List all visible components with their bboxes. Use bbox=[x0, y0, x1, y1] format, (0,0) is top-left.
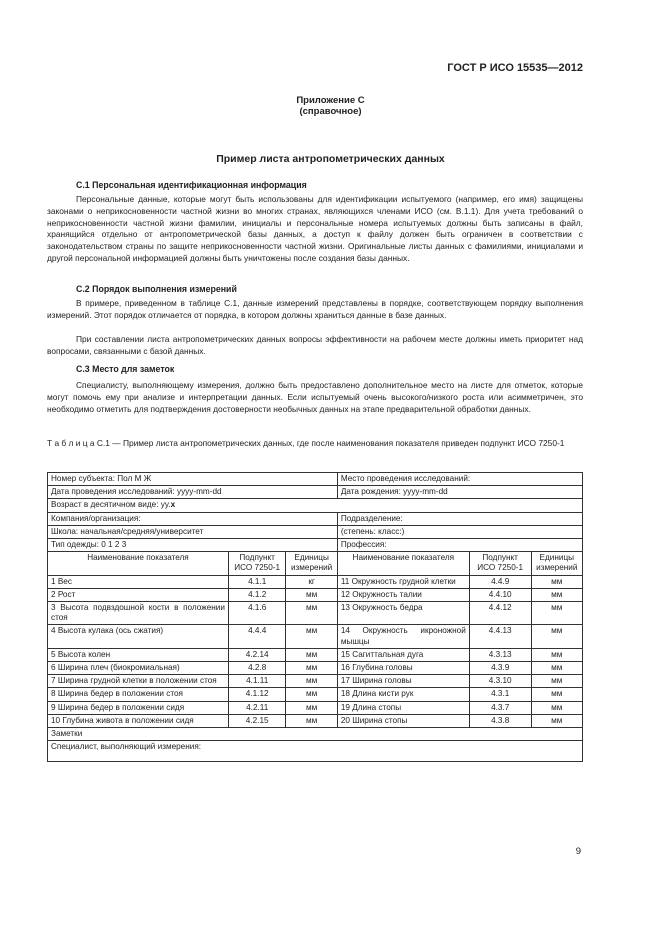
info-cell: Тип одежды: 0 1 2 3 bbox=[48, 539, 338, 552]
document-header: ГОСТ Р ИСО 15535—2012 bbox=[447, 62, 583, 74]
info-cell: Дата проведения исследований: yyyy-mm-dd bbox=[48, 486, 338, 499]
measure-unit: мм bbox=[286, 648, 337, 661]
measure-clause: 4.2.14 bbox=[228, 648, 285, 661]
measure-unit: мм bbox=[286, 625, 337, 648]
measure-clause: 4.3.10 bbox=[469, 675, 531, 688]
info-cell: Школа: начальная/средняя/университет bbox=[48, 525, 338, 538]
info-row bbox=[48, 539, 583, 552]
info-cell: Профессия: bbox=[337, 539, 582, 552]
table-header-row bbox=[48, 552, 583, 575]
measure-name: 14 Окружность икроножной мышцы bbox=[337, 625, 469, 648]
anthropometric-data-table bbox=[47, 472, 583, 762]
info-cell: Подразделение: bbox=[337, 512, 582, 525]
measure-unit: мм bbox=[531, 662, 582, 675]
measure-name: 20 Ширина стопы bbox=[337, 714, 469, 727]
measure-name: 3 Высота подвздошной кости в положении стоя bbox=[48, 602, 229, 625]
paragraph-c2-2: При составлении листа антропометрических данных вопросы эффективности на рабочем месте должны иметь приоритет над вопросами, связанными с базой данных. bbox=[47, 334, 583, 356]
table-row bbox=[48, 588, 583, 601]
section-heading-c1: С.1 Персональная идентификационная информация bbox=[76, 180, 307, 190]
measure-unit: мм bbox=[531, 688, 582, 701]
measure-clause: 4.4.12 bbox=[469, 602, 531, 625]
measurement-rows bbox=[48, 575, 583, 727]
paragraph-c2-1: В примере, приведенном в таблице С.1, данные измерений представлены в порядке, соответствующем порядку выполнения измерений. Этот порядок отличается от порядка, в котором должны храниться данные в базе данных. bbox=[47, 298, 583, 320]
measure-unit: мм bbox=[286, 602, 337, 625]
column-header: Подпункт ИСО 7250-1 bbox=[469, 552, 531, 575]
appendix-subtitle: (справочное) bbox=[299, 106, 362, 117]
table-caption: Т а б л и ц а С.1 — Пример листа антропометрических данных, где после наименования показателя приведен подпункт ИСО 7250-1 bbox=[47, 438, 565, 448]
table-row bbox=[48, 602, 583, 625]
main-title: Пример листа антропометрических данных bbox=[216, 153, 445, 165]
measure-clause: 4.1.6 bbox=[228, 602, 285, 625]
table-row bbox=[48, 688, 583, 701]
measure-name: 17 Ширина головы bbox=[337, 675, 469, 688]
column-header: Единицы измерений bbox=[531, 552, 582, 575]
measure-clause: 4.3.9 bbox=[469, 662, 531, 675]
measure-clause: 4.2.15 bbox=[228, 714, 285, 727]
info-cell: Дата рождения: yyyy-mm-dd bbox=[337, 486, 582, 499]
measure-clause: 4.4.9 bbox=[469, 575, 531, 588]
column-header: Подпункт ИСО 7250-1 bbox=[228, 552, 285, 575]
measure-clause: 4.1.11 bbox=[228, 675, 285, 688]
info-cell bbox=[48, 499, 583, 512]
measure-name: 1 Вес bbox=[48, 575, 229, 588]
section-heading-c3: С.3 Место для заметок bbox=[76, 364, 175, 374]
table-row bbox=[48, 714, 583, 727]
info-row bbox=[48, 486, 583, 499]
measure-name: 13 Окружность бедра bbox=[337, 602, 469, 625]
measure-clause: 4.4.13 bbox=[469, 625, 531, 648]
measure-unit: мм bbox=[531, 625, 582, 648]
info-cell: (степень: класс:) bbox=[337, 525, 582, 538]
column-header: Наименование показателя bbox=[48, 552, 229, 575]
info-cell: Номер субъекта: Пол М Ж bbox=[48, 473, 338, 486]
age-placeholder: x bbox=[170, 500, 176, 510]
measure-name: 12 Окружность талии bbox=[337, 588, 469, 601]
info-row bbox=[48, 473, 583, 486]
measure-clause: 4.1.1 bbox=[228, 575, 285, 588]
measure-name: 15 Сагиттальная дуга bbox=[337, 648, 469, 661]
measure-unit: мм bbox=[286, 662, 337, 675]
page-number: 9 bbox=[575, 846, 581, 857]
paragraph-c3: Специалисту, выполняющему измерения, должно быть предоставлено дополнительное место на листе для отметок, которые могут помочь ему при анализе и интерпретации данных. Если испытуемый очень высокого/низкого роста или асимметричен, это необходимо отметить для подтверждения достоверности необычных данных на этапе предварительной обработки данных. bbox=[47, 380, 583, 414]
measure-clause: 4.4.4 bbox=[228, 625, 285, 648]
measure-name: 11 Окружность грудной клетки bbox=[337, 575, 469, 588]
measure-clause: 4.1.2 bbox=[228, 588, 285, 601]
table-row bbox=[48, 675, 583, 688]
measure-unit: мм bbox=[286, 701, 337, 714]
age-label: Возраст в десятичном виде: yy. bbox=[51, 500, 171, 510]
specialist-cell: Специалист, выполняющий измерения: bbox=[48, 741, 583, 762]
table-row bbox=[48, 575, 583, 588]
measure-clause: 4.1.12 bbox=[228, 688, 285, 701]
measure-clause: 4.4.10 bbox=[469, 588, 531, 601]
section-heading-c2: С.2 Порядок выполнения измерений bbox=[76, 284, 237, 294]
measure-name: 16 Глубина головы bbox=[337, 662, 469, 675]
measure-unit: мм bbox=[286, 588, 337, 601]
notes-cell: Заметки bbox=[48, 728, 583, 741]
measure-unit: мм bbox=[531, 648, 582, 661]
measure-clause: 4.3.8 bbox=[469, 714, 531, 727]
measure-unit: мм bbox=[531, 714, 582, 727]
measure-name: 4 Высота кулака (ось сжатия) bbox=[48, 625, 229, 648]
table-row bbox=[48, 625, 583, 648]
measure-name: 7 Ширина грудной клетки в положении стоя bbox=[48, 675, 229, 688]
measure-unit: мм bbox=[531, 575, 582, 588]
measure-name: 19 Длина стопы bbox=[337, 701, 469, 714]
info-cell: Компания/организация: bbox=[48, 512, 338, 525]
measure-unit: кг bbox=[286, 575, 337, 588]
table-row bbox=[48, 701, 583, 714]
specialist-row bbox=[48, 741, 583, 762]
measure-unit: мм bbox=[286, 688, 337, 701]
notes-row bbox=[48, 728, 583, 741]
measure-name: 9 Ширина бедер в положении сидя bbox=[48, 701, 229, 714]
measure-clause: 4.2.11 bbox=[228, 701, 285, 714]
measure-unit: мм bbox=[531, 675, 582, 688]
measure-clause: 4.3.13 bbox=[469, 648, 531, 661]
info-cell: Место проведения исследований: bbox=[337, 473, 582, 486]
column-header: Наименование показателя bbox=[337, 552, 469, 575]
measure-name: 18 Длина кисти рук bbox=[337, 688, 469, 701]
measure-unit: мм bbox=[286, 714, 337, 727]
measure-name: 6 Ширина плеч (биокромиальная) bbox=[48, 662, 229, 675]
measure-clause: 4.3.7 bbox=[469, 701, 531, 714]
measure-unit: мм bbox=[286, 675, 337, 688]
measure-clause: 4.3.1 bbox=[469, 688, 531, 701]
appendix-title: Приложение С bbox=[296, 95, 365, 106]
info-row bbox=[48, 525, 583, 538]
measure-name: 2 Рост bbox=[48, 588, 229, 601]
info-row bbox=[48, 512, 583, 525]
paragraph-c1: Персональные данные, которые могут быть использованы для идентификации испытуемого (например, его имя) защищены законами о неприкосновенности частной жизни во многих странах, являющихся членами ИСО (см. В.1.1). Для учета требований о неприкосновенности частной жизни фамилии, инициалы и персональные номера испытуемых должны быть записаны в файл, хранящийся отдельно от антропометрической базы данных, а доступ к файлу должен быть ограничен в соответствии с законодательством страны по защите неприкосновенности частной жизни. Оригинальные листы данных с фамилиями, инициалами и другой персональной информацией должны быть уничтожены после создания базы данных. bbox=[47, 194, 583, 263]
measure-unit: мм bbox=[531, 602, 582, 625]
info-row bbox=[48, 499, 583, 512]
table-row bbox=[48, 648, 583, 661]
measure-unit: мм bbox=[531, 701, 582, 714]
measure-unit: мм bbox=[531, 588, 582, 601]
column-header: Единицы измерений bbox=[286, 552, 337, 575]
measure-name: 8 Ширина бедер в положении стоя bbox=[48, 688, 229, 701]
measure-clause: 4.2.8 bbox=[228, 662, 285, 675]
table-row bbox=[48, 662, 583, 675]
measure-name: 5 Высота колен bbox=[48, 648, 229, 661]
measure-name: 10 Глубина живота в положении сидя bbox=[48, 714, 229, 727]
